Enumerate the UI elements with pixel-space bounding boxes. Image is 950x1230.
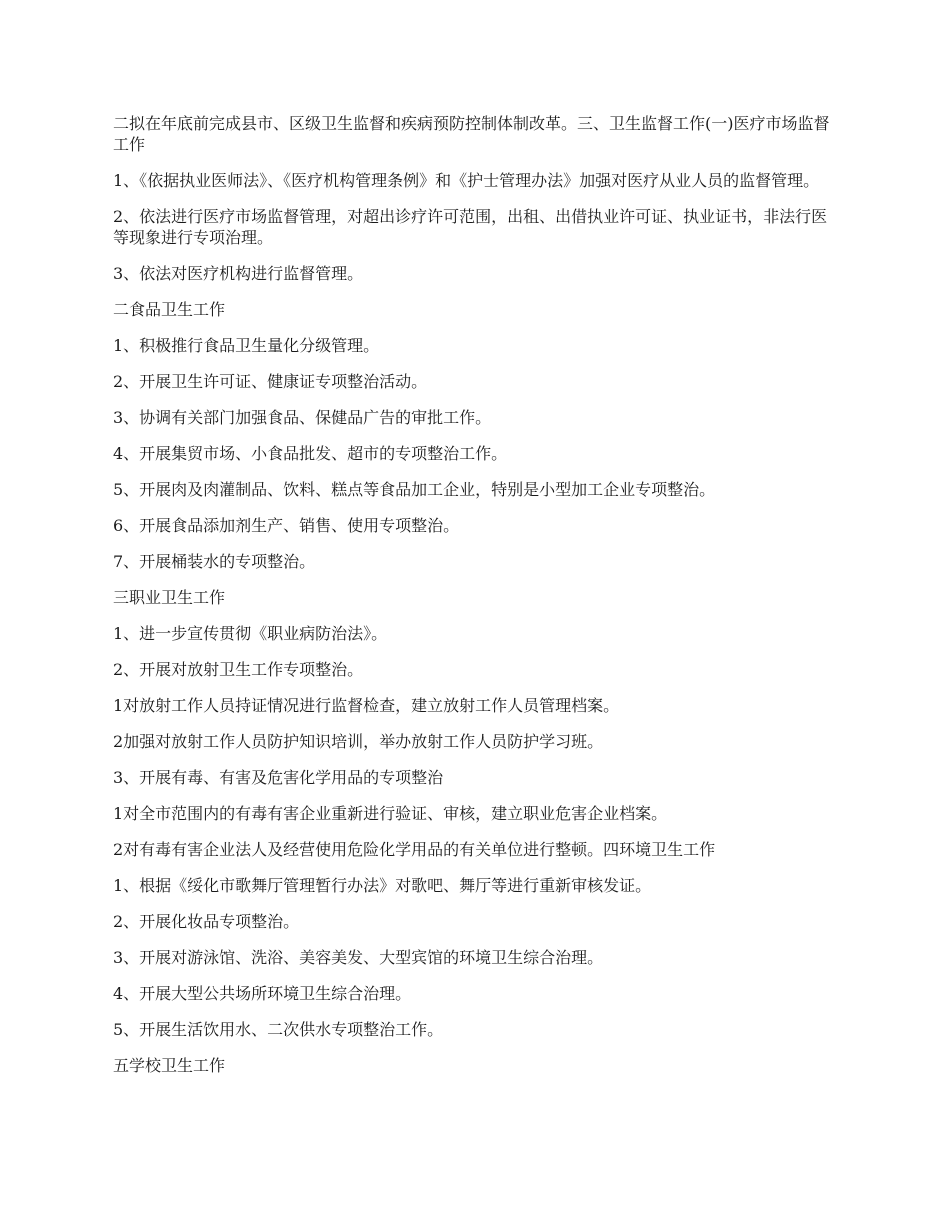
paragraph-hazard-1: 1对全市范围内的有毒有害企业重新进行验证、审核，建立职业危害企业档案。	[113, 804, 668, 823]
paragraph-food-6: 6、开展食品添加剂生产、销售、使用专项整治。	[113, 516, 460, 535]
paragraph-medical-1: 1、《依据执业医师法》、《医疗机构管理条例》和《护士管理办法》加强对医疗从业人员的监督管理。	[113, 171, 820, 190]
paragraph-radiation-2: 2加强对放射工作人员防护知识培训，举办放射工作人员防护学习班。	[113, 732, 604, 751]
paragraph-occupational-2: 2、开展对放射卫生工作专项整治。	[113, 660, 364, 679]
paragraph-food-3: 3、协调有关部门加强食品、保健品广告的审批工作。	[113, 408, 492, 427]
paragraph-reform-plan: 二拟在年底前完成县市、区级卫生监督和疾病预防控制体制改革。三、卫生监督工作(一)医疗市场监督工作	[113, 114, 830, 154]
paragraph-food-7: 7、开展桶装水的专项整治。	[113, 552, 316, 571]
paragraph-environment-3: 3、开展对游泳馆、洗浴、美容美发、大型宾馆的环境卫生综合治理。	[113, 948, 604, 967]
paragraph-occupational-1: 1、进一步宣传贯彻《职业病防治法》。	[113, 624, 388, 643]
paragraph-medical-3: 3、依法对医疗机构进行监督管理。	[113, 264, 364, 283]
paragraph-food-5: 5、开展肉及肉灌制品、饮料、糕点等食品加工企业，特别是小型加工企业专项整治。	[113, 480, 716, 499]
paragraph-food-4: 4、开展集贸市场、小食品批发、超市的专项整治工作。	[113, 444, 508, 463]
paragraph-environment-4: 4、开展大型公共场所环境卫生综合治理。	[113, 984, 412, 1003]
paragraph-medical-2: 2、依法进行医疗市场监督管理，对超出诊疗许可范围，出租、出借执业许可证、执业证书，非法行医等现象进行专项治理。	[113, 207, 828, 247]
paragraph-food-1: 1、积极推行食品卫生量化分级管理。	[113, 336, 380, 355]
paragraph-radiation-1: 1对放射工作人员持证情况进行监督检查，建立放射工作人员管理档案。	[113, 696, 620, 715]
paragraph-environment-2: 2、开展化妆品专项整治。	[113, 912, 300, 931]
heading-school-hygiene: 五学校卫生工作	[113, 1056, 226, 1075]
document-body	[113, 113, 843, 1091]
heading-food-hygiene: 二食品卫生工作	[113, 300, 226, 319]
paragraph-environment-1: 1、根据《绥化市歌舞厅管理暂行办法》对歌吧、舞厅等进行重新审核发证。	[113, 876, 652, 895]
paragraph-hazard-2: 2对有毒有害企业法人及经营使用危险化学用品的有关单位进行整顿。四环境卫生工作	[113, 840, 716, 859]
heading-occupational-hygiene: 三职业卫生工作	[113, 588, 226, 607]
paragraph-occupational-3: 3、开展有毒、有害及危害化学用品的专项整治	[113, 768, 444, 787]
paragraph-environment-5: 5、开展生活饮用水、二次供水专项整治工作。	[113, 1020, 444, 1039]
paragraph-food-2: 2、开展卫生许可证、健康证专项整治活动。	[113, 372, 428, 391]
